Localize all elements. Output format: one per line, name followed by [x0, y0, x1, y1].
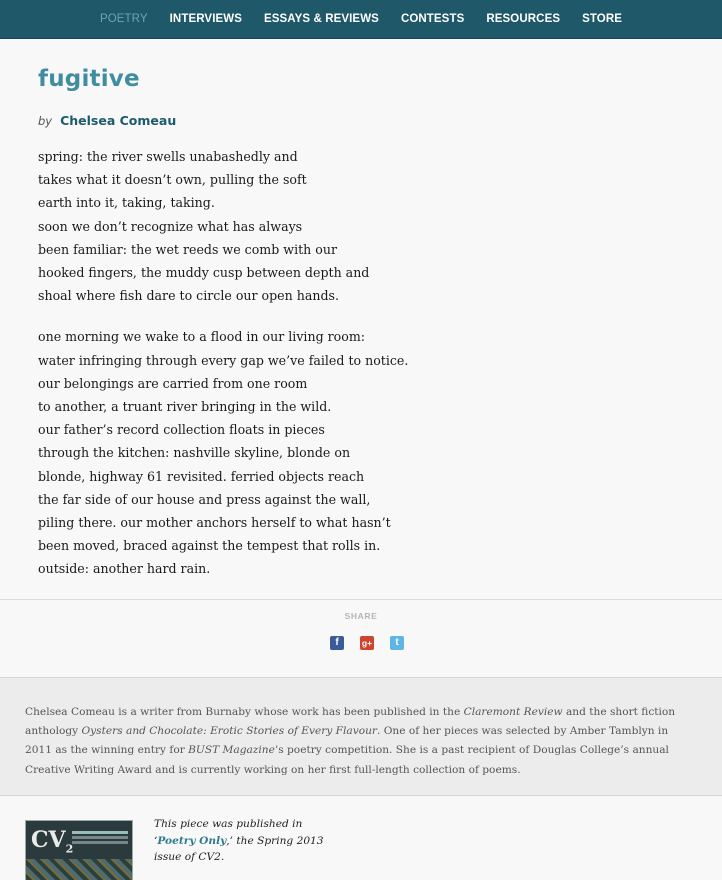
- poem-line: blonde, highway 61 revisited. ferried objects reach: [38, 468, 365, 484]
- poem-line: shoal where fish dare to circle our open hands.: [38, 288, 340, 304]
- page-title: fugitive: [38, 66, 140, 92]
- poem-line: piling there. our mother anchors herself to what hasn’t: [38, 515, 391, 531]
- share-label: SHARE: [344, 611, 378, 621]
- poem-line: through the kitchen: nashville skyline, blonde on: [38, 445, 351, 461]
- author-bio: [0, 677, 722, 796]
- bio-segment: . One of her pieces was selected by Amber Tamblyn in 2011 as the winning entry for: [25, 725, 669, 757]
- bio-segment: Chelsea Comeau is a writer from Burnaby whose work has been published in the: [25, 706, 464, 718]
- nav-item-poetry[interactable]: POETRY: [99, 13, 148, 25]
- issue-caption-line: This piece was published in: [154, 818, 303, 830]
- issue-quote: ‘: [154, 834, 158, 847]
- nav-item-interviews[interactable]: INTERVIEWS: [169, 13, 242, 25]
- poem-stanza: [38, 145, 438, 307]
- poem-line: hooked fingers, the muddy cusp between depth and: [38, 265, 370, 281]
- poem-line: takes what it doesn’t own, pulling the soft: [38, 172, 307, 188]
- share-section: [0, 599, 722, 677]
- issue-section: [0, 796, 722, 880]
- poem-line: been moved, braced against the tempest that rolls in.: [38, 538, 381, 554]
- nav-item-store[interactable]: STORE: [582, 13, 623, 25]
- issue-cover-image[interactable]: [25, 820, 133, 880]
- poem-line: earth into it, taking, taking.: [38, 195, 215, 211]
- bio-segment: and the short fiction anthology: [25, 706, 676, 738]
- cover-logo-text: CV: [31, 827, 66, 853]
- cover-logo-sub: 2: [65, 842, 74, 856]
- nav-item-resources[interactable]: RESOURCES: [486, 13, 561, 25]
- cover-artwork: [26, 859, 133, 880]
- nav-menu: [89, 13, 633, 25]
- poem-line: been familiar: the wet reeds we comb with our: [38, 241, 338, 257]
- poem-line: one morning we wake to a flood in our living room:: [38, 329, 366, 345]
- poem-line: soon we don’t recognize what has always: [38, 218, 303, 234]
- issue-link[interactable]: Poetry Only: [157, 834, 227, 847]
- nav-item-essays-reviews[interactable]: ESSAYS & REVIEWS: [264, 13, 379, 25]
- poem-line: our father’s record collection floats in pieces: [38, 422, 325, 438]
- facebook-icon[interactable]: f: [330, 636, 344, 650]
- poem-line: spring: the river swells unabashedly and: [38, 149, 298, 164]
- nav-item-contests[interactable]: CONTESTS: [400, 13, 465, 25]
- cover-logo: [31, 827, 73, 855]
- bio-text: [25, 703, 697, 780]
- poem-body: [38, 145, 438, 599]
- byline-prefix: by: [38, 114, 53, 128]
- author-link[interactable]: Chelsea Comeau: [60, 113, 177, 128]
- bio-segment: ’s poetry competition. She is a past recipient of Douglas College’s annual Creative Writing Award and is currently working on her first full-length collection of poems.: [25, 744, 669, 776]
- byline: [38, 113, 176, 128]
- poem-line: outside: another hard rain.: [38, 561, 211, 577]
- share-icons: [330, 636, 420, 650]
- poem-line: the far side of our house and press against the wall,: [38, 491, 371, 507]
- twitter-icon[interactable]: t: [390, 636, 404, 650]
- poem-line: to another, a truant river bringing in the wild.: [38, 399, 332, 415]
- bio-italic: Claremont Review: [463, 706, 563, 718]
- bio-italic: Oysters and Chocolate: Erotic Stories of Every Flavour: [81, 725, 377, 738]
- poem-stanza: [38, 325, 438, 580]
- top-navigation: [0, 0, 722, 39]
- bio-italic: BUST Magazine: [188, 744, 275, 757]
- issue-caption-rest: ,’ the Spring 2013 issue of CV2.: [154, 834, 324, 863]
- poem-line: our belongings are carried from one room: [38, 375, 308, 391]
- google-plus-icon[interactable]: g+: [360, 636, 374, 650]
- issue-caption: [154, 816, 324, 866]
- cover-text-lines: [72, 831, 128, 834]
- poem-line: water infringing through every gap we’ve failed to notice.: [38, 352, 409, 368]
